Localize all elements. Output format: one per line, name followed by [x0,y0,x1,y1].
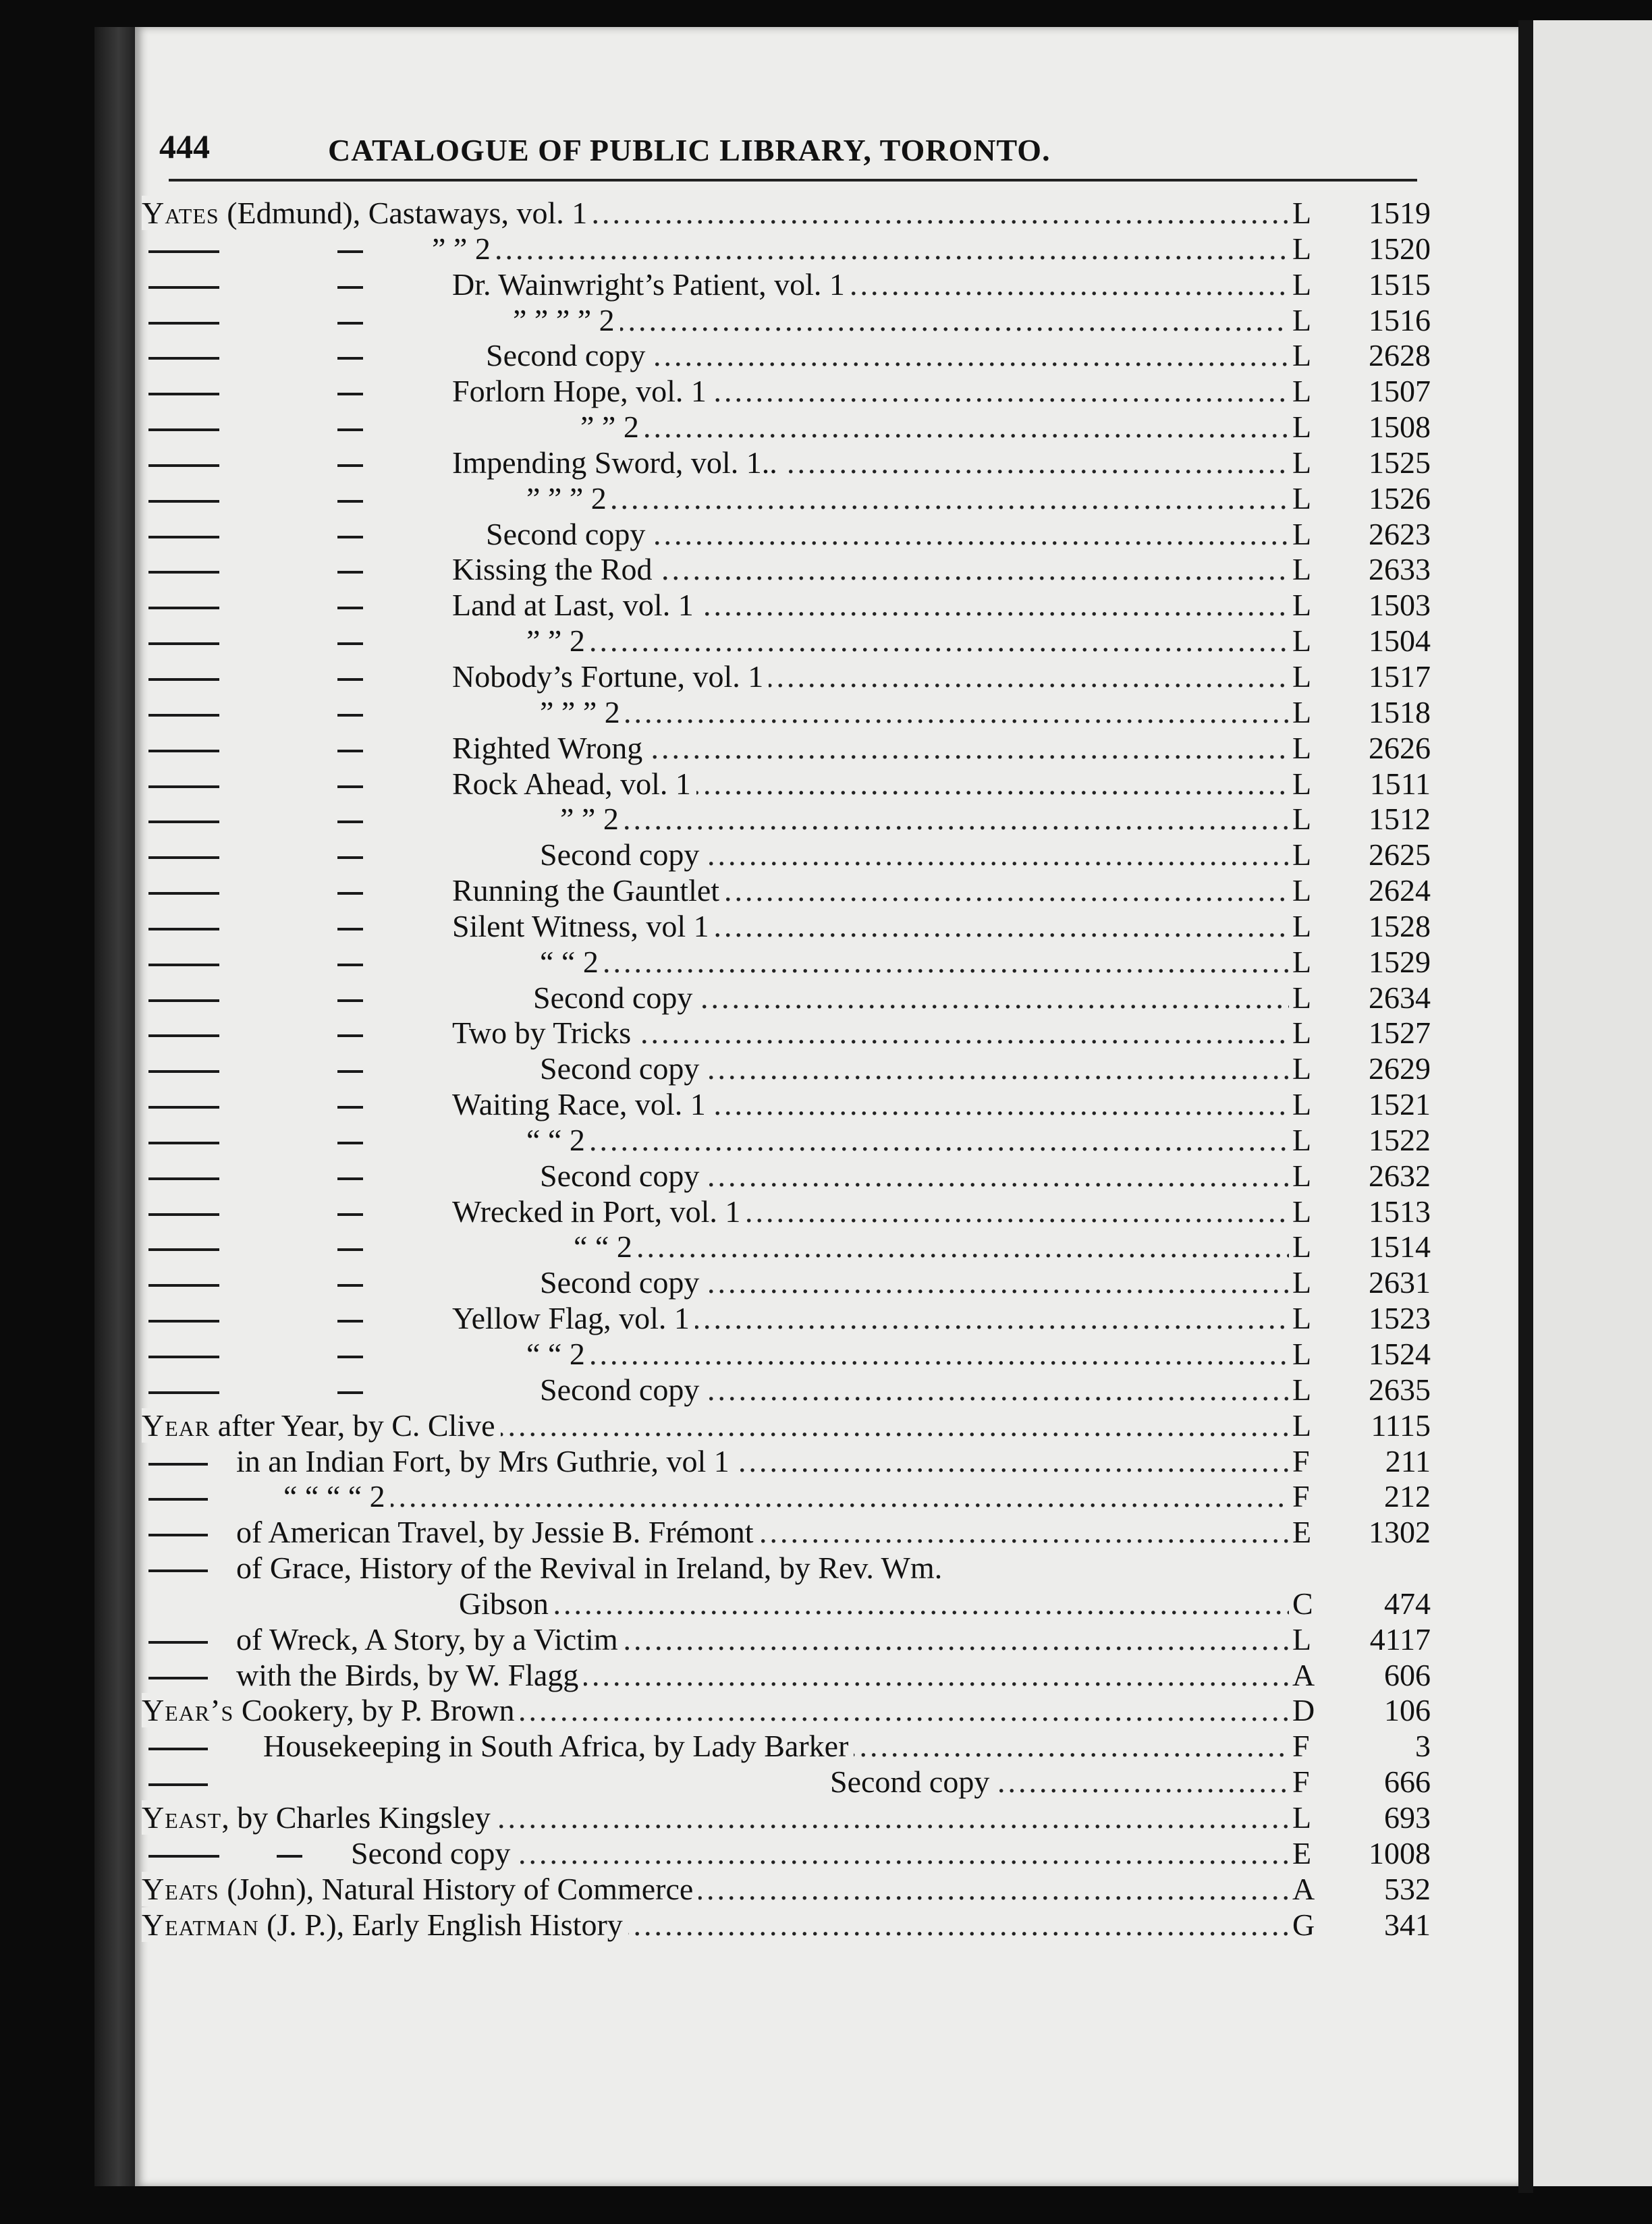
ditto-dash [337,856,363,859]
shelf-number: 2624 [1369,873,1431,908]
catalogue-entry [142,659,1431,695]
shelf-number: 2626 [1369,730,1431,765]
shelf-number: 3 [1415,1729,1431,1764]
entry-title: Righted Wrong ..... [452,731,1289,767]
catalogue-entry [142,1337,1431,1372]
ditto-dash [148,678,219,681]
ditto-dash [148,964,219,966]
entry-heading: Yates [142,196,219,230]
shelf-class: L [1292,516,1312,551]
entry-title: Second copy ..... [540,1372,1289,1408]
entry-title: Second copy ..... [540,1051,1289,1087]
shelf-number: 666 [1384,1764,1431,1800]
shelf-class: F [1292,1729,1310,1764]
shelf-class: L [1292,374,1312,409]
ditto-dash [337,357,363,360]
shelf-number: 1527 [1369,1016,1431,1051]
shelf-number: 1518 [1369,694,1431,729]
shelf-number: 1302 [1369,1515,1431,1550]
entry-title: Rock Ahead, vol. 1 ..... [452,767,1289,802]
ditto-dash [148,536,219,538]
catalogue-entry [142,588,1431,623]
ditto-dash [148,892,219,895]
shelf-number: 1115 [1371,1408,1431,1443]
entry-title: Impending Sword, vol. 1.. ..... [452,445,1289,481]
ditto-dash [148,571,219,574]
entry-title: Year after Year, by C. Clive ..... [142,1408,1289,1444]
catalogue-entry [142,767,1431,802]
shelf-class: L [1292,267,1312,302]
ditto-dash [148,1391,219,1394]
shelf-class: L [1292,730,1312,765]
entry-title: ” ” 2 ..... [560,802,1289,837]
catalogue-entry [142,945,1431,980]
entry-title: Forlorn Hope, vol. 1 ..... [452,374,1289,410]
catalogue-entry [142,481,1431,517]
catalogue-entry [142,1159,1431,1194]
ditto-dash [148,1320,219,1323]
ditto-dash [337,642,363,645]
shelf-number: 1522 [1369,1122,1431,1157]
shelf-class: L [1292,694,1312,729]
shelf-class: L [1292,766,1312,801]
ditto-dash [337,928,363,930]
ditto-dash [337,1356,363,1358]
ditto-dash [337,1213,363,1216]
ditto-dash [148,856,219,859]
shelf-class: L [1292,802,1312,837]
shelf-class: L [1292,1229,1312,1264]
catalogue-entry [142,410,1431,445]
shelf-class: E [1292,1835,1312,1870]
ditto-dash [148,1463,208,1466]
entry-title: Second copy ..... [540,1159,1289,1194]
ditto-dash [337,1248,363,1251]
catalogue-entry [142,231,1431,267]
shelf-class: L [1292,837,1312,872]
ditto-dash [148,1356,219,1358]
entry-heading: Year [142,1408,211,1443]
ditto-dash [148,500,219,503]
catalogue-entry [142,338,1431,374]
ditto-dash [337,1142,363,1144]
entry-title: Second copy ..... [486,517,1289,553]
shelf-class: L [1292,1621,1312,1657]
shelf-number: 2625 [1369,837,1431,872]
ditto-dash [148,642,219,645]
entry-title: Second copy ..... [486,338,1289,374]
ditto-dash [148,1534,208,1536]
ditto-dash [148,1213,219,1216]
ditto-dash [337,678,363,681]
shelf-number: 1523 [1369,1301,1431,1336]
entry-heading: Year’s [142,1693,234,1728]
catalogue-entry [142,1408,1431,1444]
ditto-dash [337,999,363,1002]
shelf-class: L [1292,480,1312,516]
ditto-dash [148,1177,219,1180]
shelf-class: D [1292,1693,1315,1728]
shelf-number: 474 [1384,1586,1431,1621]
shelf-class: L [1292,1301,1312,1336]
shelf-class: L [1292,659,1312,694]
shelf-class: L [1292,1194,1312,1229]
shelf-class: L [1292,338,1312,373]
shelf-class: F [1292,1479,1310,1514]
shelf-class: L [1292,445,1312,480]
ditto-dash [148,1070,219,1073]
entry-title: “ “ 2 ..... [526,1337,1289,1372]
ditto-dash [337,1034,363,1037]
catalogue-entry [142,1622,1431,1658]
shelf-class: L [1292,1016,1312,1051]
ditto-dash [337,1177,363,1180]
catalogue-entries [142,196,1431,1943]
shelf-number: 1008 [1369,1835,1431,1870]
shelf-number: 2632 [1369,1158,1431,1193]
catalogue-entry [142,1515,1431,1551]
shelf-class: L [1292,873,1312,908]
entry-title: Second copy ..... [351,1836,1289,1872]
shelf-number: 1517 [1369,659,1431,694]
entry-title: Running the Gauntlet ..... [452,873,1289,909]
ditto-dash [148,1855,219,1858]
entry-title: ” ” ” ” 2 ..... [513,303,1289,339]
catalogue-entry [142,695,1431,731]
shelf-number: 1508 [1369,410,1431,445]
entry-title: Waiting Race, vol. 1 ..... [452,1087,1289,1123]
header-rule [169,179,1417,182]
catalogue-entry [142,1551,1431,1586]
shelf-number: 2635 [1369,1372,1431,1407]
shelf-number: 1526 [1369,480,1431,516]
ditto-dash [148,785,219,788]
shelf-number: 341 [1384,1907,1431,1942]
page-gutter [1518,20,1533,2193]
catalogue-entry [142,196,1431,231]
catalogue-entry [142,1123,1431,1159]
entry-title: with the Birds, by W. Flagg ..... [236,1658,1289,1694]
ditto-dash [148,928,219,930]
entry-title: ” ” ” 2 ..... [540,695,1289,731]
catalogue-entry [142,1908,1431,1943]
shelf-number: 1520 [1369,231,1431,266]
shelf-class: L [1292,588,1312,623]
catalogue-entry [142,1016,1431,1051]
shelf-class: A [1292,1657,1315,1692]
entry-title: Year’s Cookery, by P. Brown ..... [142,1693,1289,1729]
ditto-dash [337,1391,363,1394]
ditto-dash [337,1106,363,1109]
shelf-class: L [1292,1337,1312,1371]
shelf-class: L [1292,302,1312,337]
shelf-number: 693 [1384,1800,1431,1835]
shelf-class: L [1292,1158,1312,1193]
entry-title: Yeatman (J. P.), Early English History ..... [142,1908,1289,1943]
shelf-class: F [1292,1764,1310,1800]
shelf-class: L [1292,1408,1312,1443]
shelf-class: E [1292,1515,1312,1550]
shelf-number: 606 [1384,1657,1431,1692]
ditto-dash [148,999,219,1002]
ditto-dash [148,1641,208,1644]
ditto-dash [148,1677,208,1679]
catalogue-entry [142,731,1431,767]
entry-title: Second copy ..... [533,980,1289,1016]
entry-heading: Yeats [142,1871,219,1906]
entry-title: Yeats (John), Natural History of Commerce ..... [142,1872,1289,1908]
catalogue-entry [142,1764,1431,1800]
ditto-dash [148,1284,219,1287]
shelf-number: 2628 [1369,338,1431,373]
ditto-dash [337,250,363,253]
entry-title: of Wreck, A Story, by a Victim ..... [236,1622,1289,1658]
entry-title: Yellow Flag, vol. 1 ..... [452,1301,1289,1337]
shelf-number: 1503 [1369,588,1431,623]
ditto-dash [277,1855,302,1858]
catalogue-entry [142,1479,1431,1515]
shelf-number: 211 [1385,1443,1431,1478]
shelf-number: 212 [1384,1479,1431,1514]
shelf-number: 2623 [1369,516,1431,551]
entry-title: of American Travel, by Jessie B. Frémont ..... [236,1515,1289,1551]
entry-title: Kissing the Rod ..... [452,552,1289,588]
catalogue-entry [142,1729,1431,1764]
shelf-number: 1528 [1369,908,1431,943]
entry-title: ” ” 2 ..... [432,231,1289,267]
catalogue-entry [142,1693,1431,1729]
catalogue-entry [142,552,1431,588]
ditto-dash [337,571,363,574]
entry-title: Nobody’s Fortune, vol. 1 ..... [452,659,1289,695]
ditto-dash [148,607,219,609]
catalogue-entry [142,374,1431,410]
shelf-number: 1507 [1369,374,1431,409]
catalogue-entry [142,517,1431,553]
ditto-dash [337,500,363,503]
catalogue-entry [142,1229,1431,1265]
shelf-number: 1515 [1369,267,1431,302]
catalogue-entry [142,1444,1431,1480]
catalogue-entry [142,445,1431,481]
catalogue-entry [142,1051,1431,1087]
shelf-number: 1529 [1369,944,1431,979]
page-number: 444 [159,128,210,165]
entry-title: Silent Witness, vol 1 ..... [452,909,1289,945]
shelf-number: 1513 [1369,1194,1431,1229]
shelf-number: 1511 [1369,766,1431,801]
ditto-dash [337,750,363,752]
catalogue-entry [142,1372,1431,1408]
entry-title: “ “ 2 ..... [540,945,1289,980]
ditto-dash [148,1569,208,1572]
ditto-dash [337,464,363,467]
entry-title: Gibson ..... [459,1586,1289,1622]
entry-title: “ “ “ “ 2 ..... [283,1479,1289,1515]
entry-title: Second copy ..... [540,837,1289,873]
shelf-number: 1521 [1369,1087,1431,1122]
shelf-class: L [1292,1087,1312,1122]
entry-title: ” ” 2 ..... [580,410,1289,445]
ditto-dash [337,536,363,538]
entry-heading: Yeatman [142,1907,259,1942]
catalogue-entry [142,1872,1431,1908]
shelf-class: L [1292,1122,1312,1157]
ditto-dash [337,286,363,289]
shelf-class: L [1292,196,1312,230]
shelf-number: 1512 [1369,802,1431,837]
entry-title: Yeast, by Charles Kingsley ..... [142,1800,1289,1836]
ditto-dash [148,1142,219,1144]
shelf-number: 4117 [1369,1621,1431,1657]
entry-title: Land at Last, vol. 1 ..... [452,588,1289,623]
catalogue-entry [142,1087,1431,1123]
book-spine [94,27,135,2186]
ditto-dash [148,1498,208,1501]
shelf-number: 1504 [1369,623,1431,659]
catalogue-entry [142,1836,1431,1872]
entry-title: in an Indian Fort, by Mrs Guthrie, vol 1 ..... [236,1444,1289,1480]
shelf-class: L [1292,1265,1312,1300]
facing-page-edge [1533,20,1652,2186]
ditto-dash [148,286,219,289]
ditto-dash [337,892,363,895]
catalogue-entry [142,909,1431,945]
catalogue-entry [142,837,1431,873]
catalogue-entry [142,1800,1431,1836]
ditto-dash [148,250,219,253]
shelf-number: 106 [1384,1693,1431,1728]
ditto-dash [337,964,363,966]
entry-title: Wrecked in Port, vol. 1 ..... [452,1194,1289,1230]
ditto-dash [148,1034,219,1037]
shelf-class: F [1292,1443,1310,1478]
entry-title: Two by Tricks ..... [452,1016,1289,1051]
catalogue-entry [142,1658,1431,1694]
entry-title: Dr. Wainwright’s Patient, vol. 1 ..... [452,267,1289,303]
shelf-number: 2634 [1369,980,1431,1015]
ditto-dash [148,357,219,360]
shelf-class: L [1292,1800,1312,1835]
ditto-dash [337,607,363,609]
shelf-class: L [1292,1051,1312,1086]
ditto-dash [337,322,363,325]
shelf-number: 1524 [1369,1337,1431,1371]
ditto-dash [148,821,219,823]
shelf-class: L [1292,552,1312,587]
entry-title: Second copy ..... [540,1265,1289,1301]
catalogue-entry [142,1194,1431,1230]
shelf-number: 1519 [1369,196,1431,230]
shelf-class: L [1292,410,1312,445]
running-title: CATALOGUE OF PUBLIC LIBRARY, TORONTO. [328,133,1051,167]
shelf-number: 1525 [1369,445,1431,480]
entry-title: “ “ 2 ..... [574,1229,1289,1265]
catalogue-entry [142,873,1431,909]
ditto-dash [337,1070,363,1073]
entry-title: ” ” 2 ..... [526,623,1289,659]
shelf-class: G [1292,1907,1315,1942]
catalogue-entry [142,980,1431,1016]
shelf-class: L [1292,944,1312,979]
entry-title: “ “ 2 ..... [526,1123,1289,1159]
catalogue-entry [142,303,1431,339]
catalogue-entry [142,267,1431,303]
ditto-dash [148,1783,208,1786]
catalogue-entry [142,623,1431,659]
ditto-dash [148,750,219,752]
entry-title: Second copy ..... [830,1764,1289,1800]
entry-title: Yates (Edmund), Castaways, vol. 1 ..... [142,196,1289,231]
ditto-dash [337,1320,363,1323]
shelf-class: C [1292,1586,1313,1621]
ditto-dash [148,714,219,717]
ditto-dash [148,322,219,325]
shelf-class: L [1292,908,1312,943]
ditto-dash [148,1248,219,1251]
entry-title: of Grace, History of the Revival in Ireland, by Rev. Wm. [236,1551,1289,1586]
catalogue-entry [142,1265,1431,1301]
ditto-dash [337,821,363,823]
shelf-number: 2631 [1369,1265,1431,1300]
shelf-number: 532 [1384,1871,1431,1906]
shelf-number: 1514 [1369,1229,1431,1264]
shelf-class: A [1292,1871,1315,1906]
ditto-dash [148,428,219,431]
ditto-dash [337,393,363,395]
shelf-class: L [1292,623,1312,659]
entry-title: ” ” ” 2 ..... [526,481,1289,517]
ditto-dash [148,1748,208,1750]
ditto-dash [337,785,363,788]
catalogue-entry [142,802,1431,837]
shelf-class: L [1292,1372,1312,1407]
shelf-number: 1516 [1369,302,1431,337]
catalogue-entry [142,1586,1431,1622]
catalogue-entry [142,1301,1431,1337]
shelf-number: 2629 [1369,1051,1431,1086]
ditto-dash [148,464,219,467]
shelf-class: L [1292,231,1312,266]
ditto-dash [148,393,219,395]
entry-heading: Yeast [142,1800,222,1835]
page-header [159,115,1367,175]
entry-title: Housekeeping in South Africa, by Lady Barker ..... [263,1729,1289,1764]
shelf-class: L [1292,980,1312,1015]
ditto-dash [337,1284,363,1287]
shelf-number: 2633 [1369,552,1431,587]
ditto-dash [337,714,363,717]
ditto-dash [337,428,363,431]
ditto-dash [148,1106,219,1109]
